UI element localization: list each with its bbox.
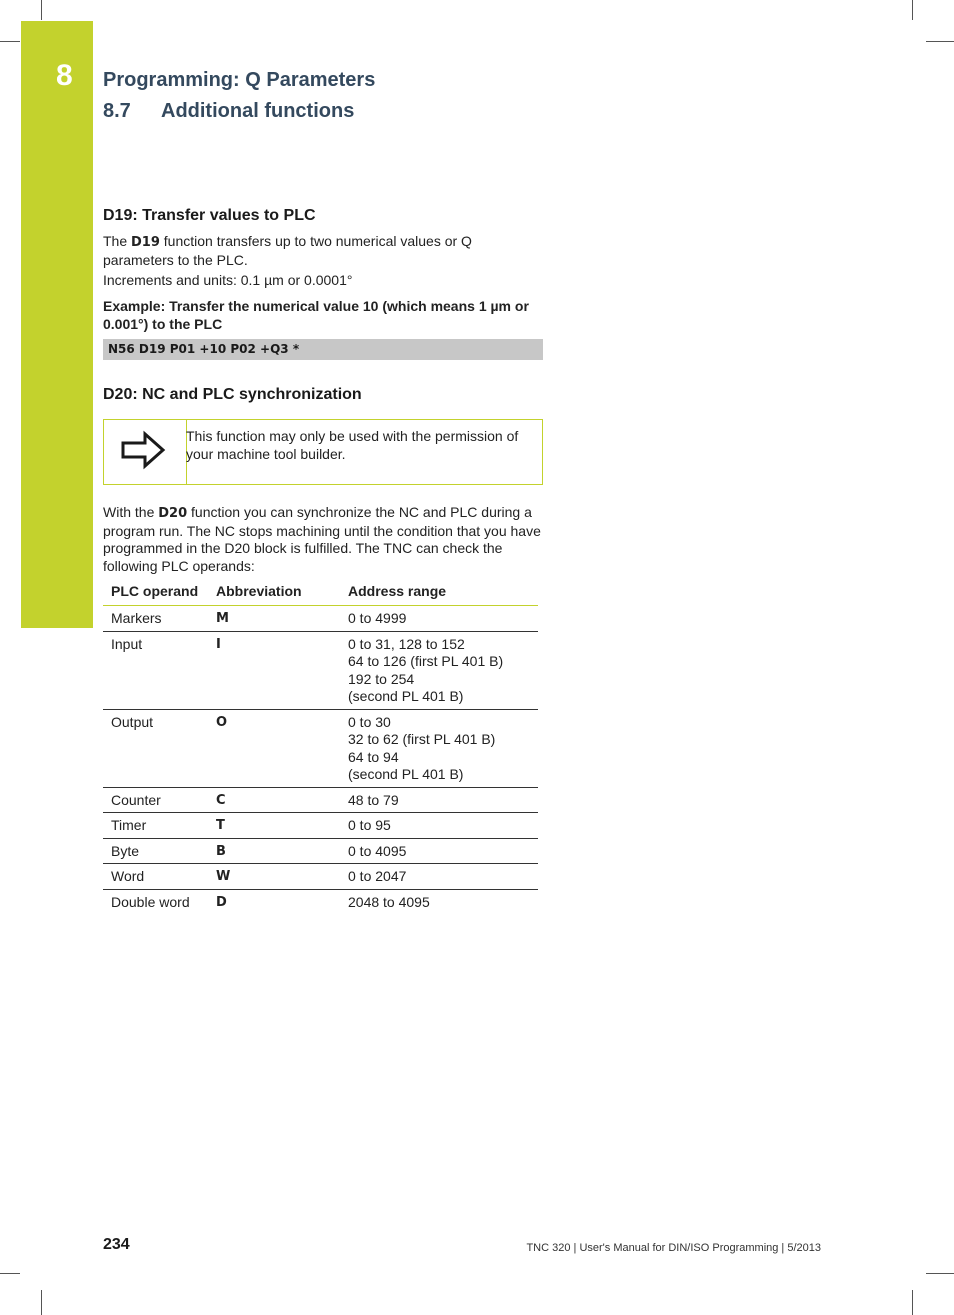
table-header-row	[103, 580, 538, 606]
table-row	[103, 709, 538, 787]
arrow-right-outline-icon	[121, 430, 167, 475]
abbreviation-cell: T	[208, 813, 340, 839]
d19-increments: Increments and units: 0.1 µm or 0.0001°	[103, 272, 353, 288]
d20-body-pre: With the	[103, 504, 159, 520]
d19-intro-post: function transfers up to two numerical values or Q parameters to the PLC.	[103, 233, 472, 268]
table-row	[103, 813, 538, 839]
section-number: 8.7	[103, 100, 131, 122]
code-example	[103, 339, 543, 360]
address-range-cell: 0 to 4095	[340, 838, 538, 864]
address-range-cell: 0 to 31, 128 to 152 64 to 126 (first PL 401 B) 192 to 254 (second PL 401 B)	[340, 631, 538, 709]
table-row	[103, 864, 538, 890]
d20-body	[103, 504, 543, 575]
col-header-address-range: Address range	[340, 580, 538, 606]
table-row	[103, 889, 538, 914]
operand-cell: Output	[103, 709, 208, 787]
chapter-number: 8	[56, 59, 73, 92]
operand-cell: Markers	[103, 606, 208, 632]
plc-operand-table	[103, 580, 538, 914]
abbreviation-cell: W	[208, 864, 340, 890]
chapter-title: Programming: Q Parameters	[103, 69, 376, 91]
crop-mark	[926, 41, 954, 42]
col-header-operand: PLC operand	[103, 580, 208, 606]
operand-cell: Counter	[103, 787, 208, 813]
footer-text: TNC 320 | User's Manual for DIN/ISO Programming | 5/2013	[526, 1242, 821, 1254]
table-row	[103, 631, 538, 709]
operand-cell: Timer	[103, 813, 208, 839]
address-range-cell: 0 to 2047	[340, 864, 538, 890]
note-box	[103, 419, 543, 485]
abbreviation-cell: M	[208, 606, 340, 632]
table-row	[103, 787, 538, 813]
abbreviation-cell: B	[208, 838, 340, 864]
page-number: 234	[103, 1236, 130, 1253]
crop-mark	[41, 1290, 42, 1315]
address-range-cell: 2048 to 4095	[348, 893, 430, 910]
crop-mark	[912, 0, 913, 20]
crop-mark	[926, 1273, 954, 1274]
abbreviation-cell: C	[208, 787, 340, 813]
operand-cell: Word	[103, 864, 208, 890]
note-text: This function may only be used with the permission of your machine tool builder.	[186, 428, 519, 462]
code-line: N56 D19 P01 +10 P02 +Q3 *	[108, 342, 300, 356]
abbreviation-cell: D	[216, 894, 227, 910]
d19-intro	[103, 233, 503, 269]
d20-heading: D20: NC and PLC synchronization	[103, 386, 362, 403]
address-range-cell: 0 to 95	[340, 813, 538, 839]
d19-intro-code: D19	[131, 235, 160, 250]
abbreviation-cell: I	[208, 631, 340, 709]
d20-body-post: function you can synchronize the NC and PLC during a program run. The NC stops machining until the condition that you have programmed in the D20 block is fulfilled. The TNC can check the following PLC operands:	[103, 504, 541, 574]
crop-mark	[912, 1290, 913, 1315]
operand-cell: Byte	[103, 838, 208, 864]
address-range-cell: 0 to 30 32 to 62 (first PL 401 B) 64 to 94 (second PL 401 B)	[340, 709, 538, 787]
crop-mark	[41, 0, 42, 20]
crop-mark	[0, 41, 20, 42]
address-range-cell: 48 to 79	[340, 787, 538, 813]
section-title: Additional functions	[161, 100, 355, 122]
chapter-tab	[21, 21, 93, 628]
table-row	[103, 606, 538, 632]
d20-body-code: D20	[158, 506, 188, 521]
operand-cell: Double word	[111, 893, 190, 910]
operand-cell: Input	[103, 631, 208, 709]
col-header-abbreviation: Abbreviation	[208, 580, 340, 606]
crop-mark	[0, 1273, 20, 1274]
d19-intro-pre: The	[103, 233, 132, 249]
abbreviation-cell: O	[208, 709, 340, 787]
address-range-cell: 0 to 4999	[340, 606, 538, 632]
table-row	[103, 838, 538, 864]
d19-example-heading: Example: Transfer the numerical value 10 (which means 1 µm or 0.001°) to the PLC	[103, 298, 529, 332]
d19-heading: D19: Transfer values to PLC	[103, 207, 316, 224]
